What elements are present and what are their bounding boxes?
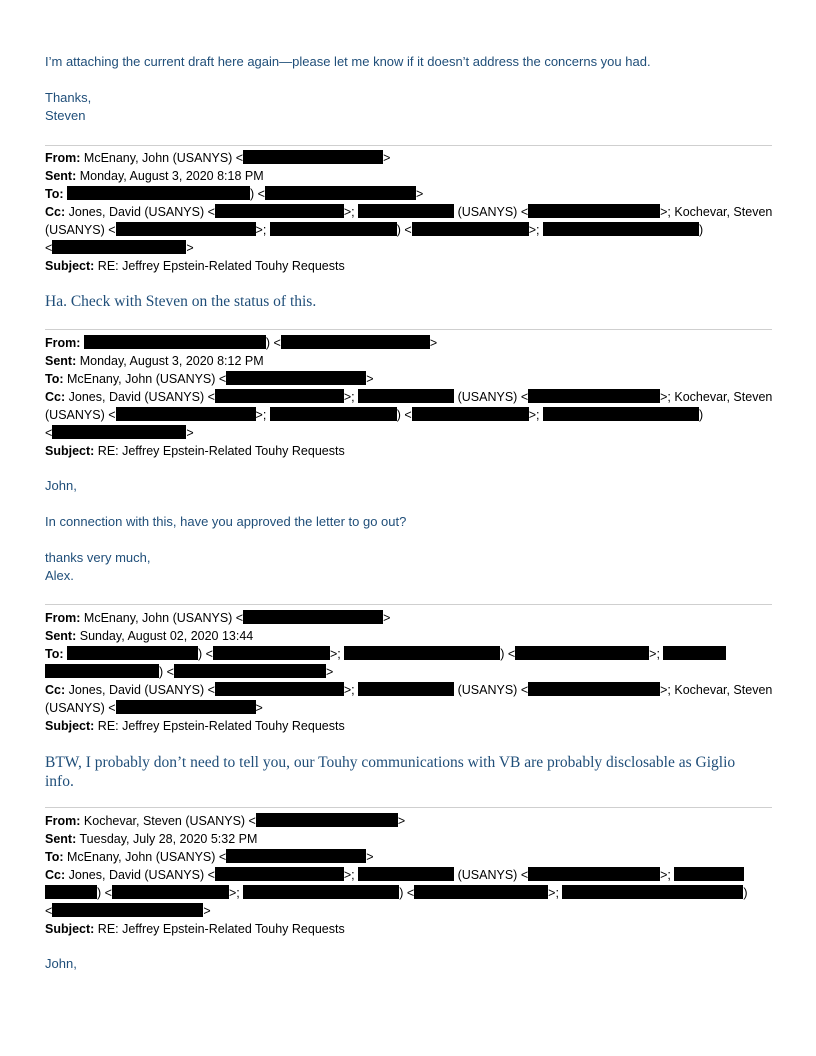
- redaction: [52, 240, 186, 254]
- redaction: [358, 682, 454, 696]
- intro-line: I’m attaching the current draft here again—please let me know if it doesn’t address the concerns you had.: [45, 54, 651, 69]
- email3-cc: Cc: Jones, David (USANYS) < >; (USANYS) < >; Kochevar, Steven: [45, 683, 773, 697]
- email2-name: Alex.: [45, 568, 74, 583]
- email2-subject: Subject: RE: Jeffrey Epstein-Related Touhy Requests: [45, 444, 345, 458]
- redaction: [414, 885, 548, 899]
- redaction: [215, 867, 344, 881]
- email4-greeting: John,: [45, 956, 77, 971]
- email3-sent: Sent: Sunday, August 02, 2020 13:44: [45, 629, 254, 643]
- redaction: [174, 664, 326, 678]
- email1-cc: Cc: Jones, David (USANYS) < >; (USANYS) < >; Kochevar, Steven: [45, 205, 773, 219]
- redaction: [213, 646, 330, 660]
- redaction: [528, 867, 660, 881]
- redaction: [52, 425, 186, 439]
- redaction: [215, 389, 344, 403]
- redaction: [116, 700, 256, 714]
- email4-subject: Subject: RE: Jeffrey Epstein-Related Touhy Requests: [45, 922, 345, 936]
- redaction: [344, 646, 500, 660]
- email2-cc: Cc: Jones, David (USANYS) < >; (USANYS) < >; Kochevar, Steven: [45, 390, 773, 404]
- redaction: [215, 682, 344, 696]
- redaction: [52, 903, 203, 917]
- email1-to: To: ) < >: [45, 187, 424, 201]
- redaction: [84, 335, 266, 349]
- redaction: [270, 222, 397, 236]
- email1-subject: Subject: RE: Jeffrey Epstein-Related Touhy Requests: [45, 259, 345, 273]
- email2-to: To: McEnany, John (USANYS) < >: [45, 372, 374, 386]
- redaction: [528, 204, 660, 218]
- redaction: [45, 664, 159, 678]
- redaction: [358, 867, 454, 881]
- email2-signoff: thanks very much,: [45, 550, 151, 565]
- redaction: [243, 885, 399, 899]
- redaction: [112, 885, 229, 899]
- redaction: [226, 371, 366, 385]
- redaction: [265, 186, 416, 200]
- redaction: [67, 646, 198, 660]
- email2-cc-cont: (USANYS) < >; ) < >; ): [45, 408, 704, 422]
- email3-to-cont: ) < >: [45, 663, 333, 681]
- email4-to: To: McEnany, John (USANYS) < >: [45, 850, 374, 864]
- redaction: [67, 186, 250, 200]
- divider: [45, 145, 772, 146]
- email3-to: To: ) < >; ) < >;: [45, 645, 726, 663]
- redaction: [663, 646, 726, 660]
- divider: [45, 604, 772, 605]
- email3-cc-cont: (USANYS) < >: [45, 701, 263, 715]
- email1-body: Ha. Check with Steven on the status of this.: [45, 293, 317, 310]
- email3-from: From: McEnany, John (USANYS) < >: [45, 611, 391, 625]
- redaction: [515, 646, 649, 660]
- redaction: [412, 407, 529, 421]
- email3-subject: Subject: RE: Jeffrey Epstein-Related Touhy Requests: [45, 719, 345, 733]
- redaction: [281, 335, 430, 349]
- redaction: [45, 885, 97, 899]
- redaction: [358, 389, 454, 403]
- email3-body-line1: BTW, I probably don’t need to tell you, our Touhy communications with VB are probably disclosable as Giglio: [45, 754, 736, 771]
- redaction: [528, 682, 660, 696]
- redaction: [243, 150, 383, 164]
- redaction: [256, 813, 398, 827]
- email4-cc-cont2: < >: [45, 904, 211, 918]
- redaction: [543, 222, 699, 236]
- redaction: [243, 610, 383, 624]
- email2-greeting: John,: [45, 478, 77, 493]
- email4-sent: Sent: Tuesday, July 28, 2020 5:32 PM: [45, 832, 258, 846]
- email3-body-line2: info.: [45, 773, 74, 790]
- redaction: [562, 885, 743, 899]
- redaction: [674, 867, 744, 881]
- redaction: [528, 389, 660, 403]
- redaction: [215, 204, 344, 218]
- email1-from: From: McEnany, John (USANYS) < >: [45, 151, 391, 165]
- redaction: [412, 222, 529, 236]
- divider: [45, 807, 772, 808]
- intro-thanks: Thanks,: [45, 90, 92, 105]
- redaction: [270, 407, 397, 421]
- email2-cc-cont2: < >: [45, 426, 194, 440]
- redaction: [116, 222, 256, 236]
- email1-sent: Sent: Monday, August 3, 2020 8:18 PM: [45, 169, 264, 183]
- redaction: [226, 849, 366, 863]
- email4-cc: Cc: Jones, David (USANYS) < >; (USANYS) < >;: [45, 866, 744, 884]
- divider: [45, 329, 772, 330]
- email4-from: From: Kochevar, Steven (USANYS) < >: [45, 814, 406, 828]
- email2-body: In connection with this, have you approved the letter to go out?: [45, 514, 407, 529]
- email2-sent: Sent: Monday, August 3, 2020 8:12 PM: [45, 354, 264, 368]
- intro-name: Steven: [45, 108, 86, 123]
- email4-cc-cont: ) < >; ) < >; ): [45, 884, 748, 902]
- redaction: [543, 407, 699, 421]
- email1-cc-cont: (USANYS) < >; ) < >; ): [45, 223, 704, 237]
- redaction: [116, 407, 256, 421]
- email2-from: From: ) < >: [45, 336, 438, 350]
- email1-cc-cont2: < >: [45, 241, 194, 255]
- redaction: [358, 204, 454, 218]
